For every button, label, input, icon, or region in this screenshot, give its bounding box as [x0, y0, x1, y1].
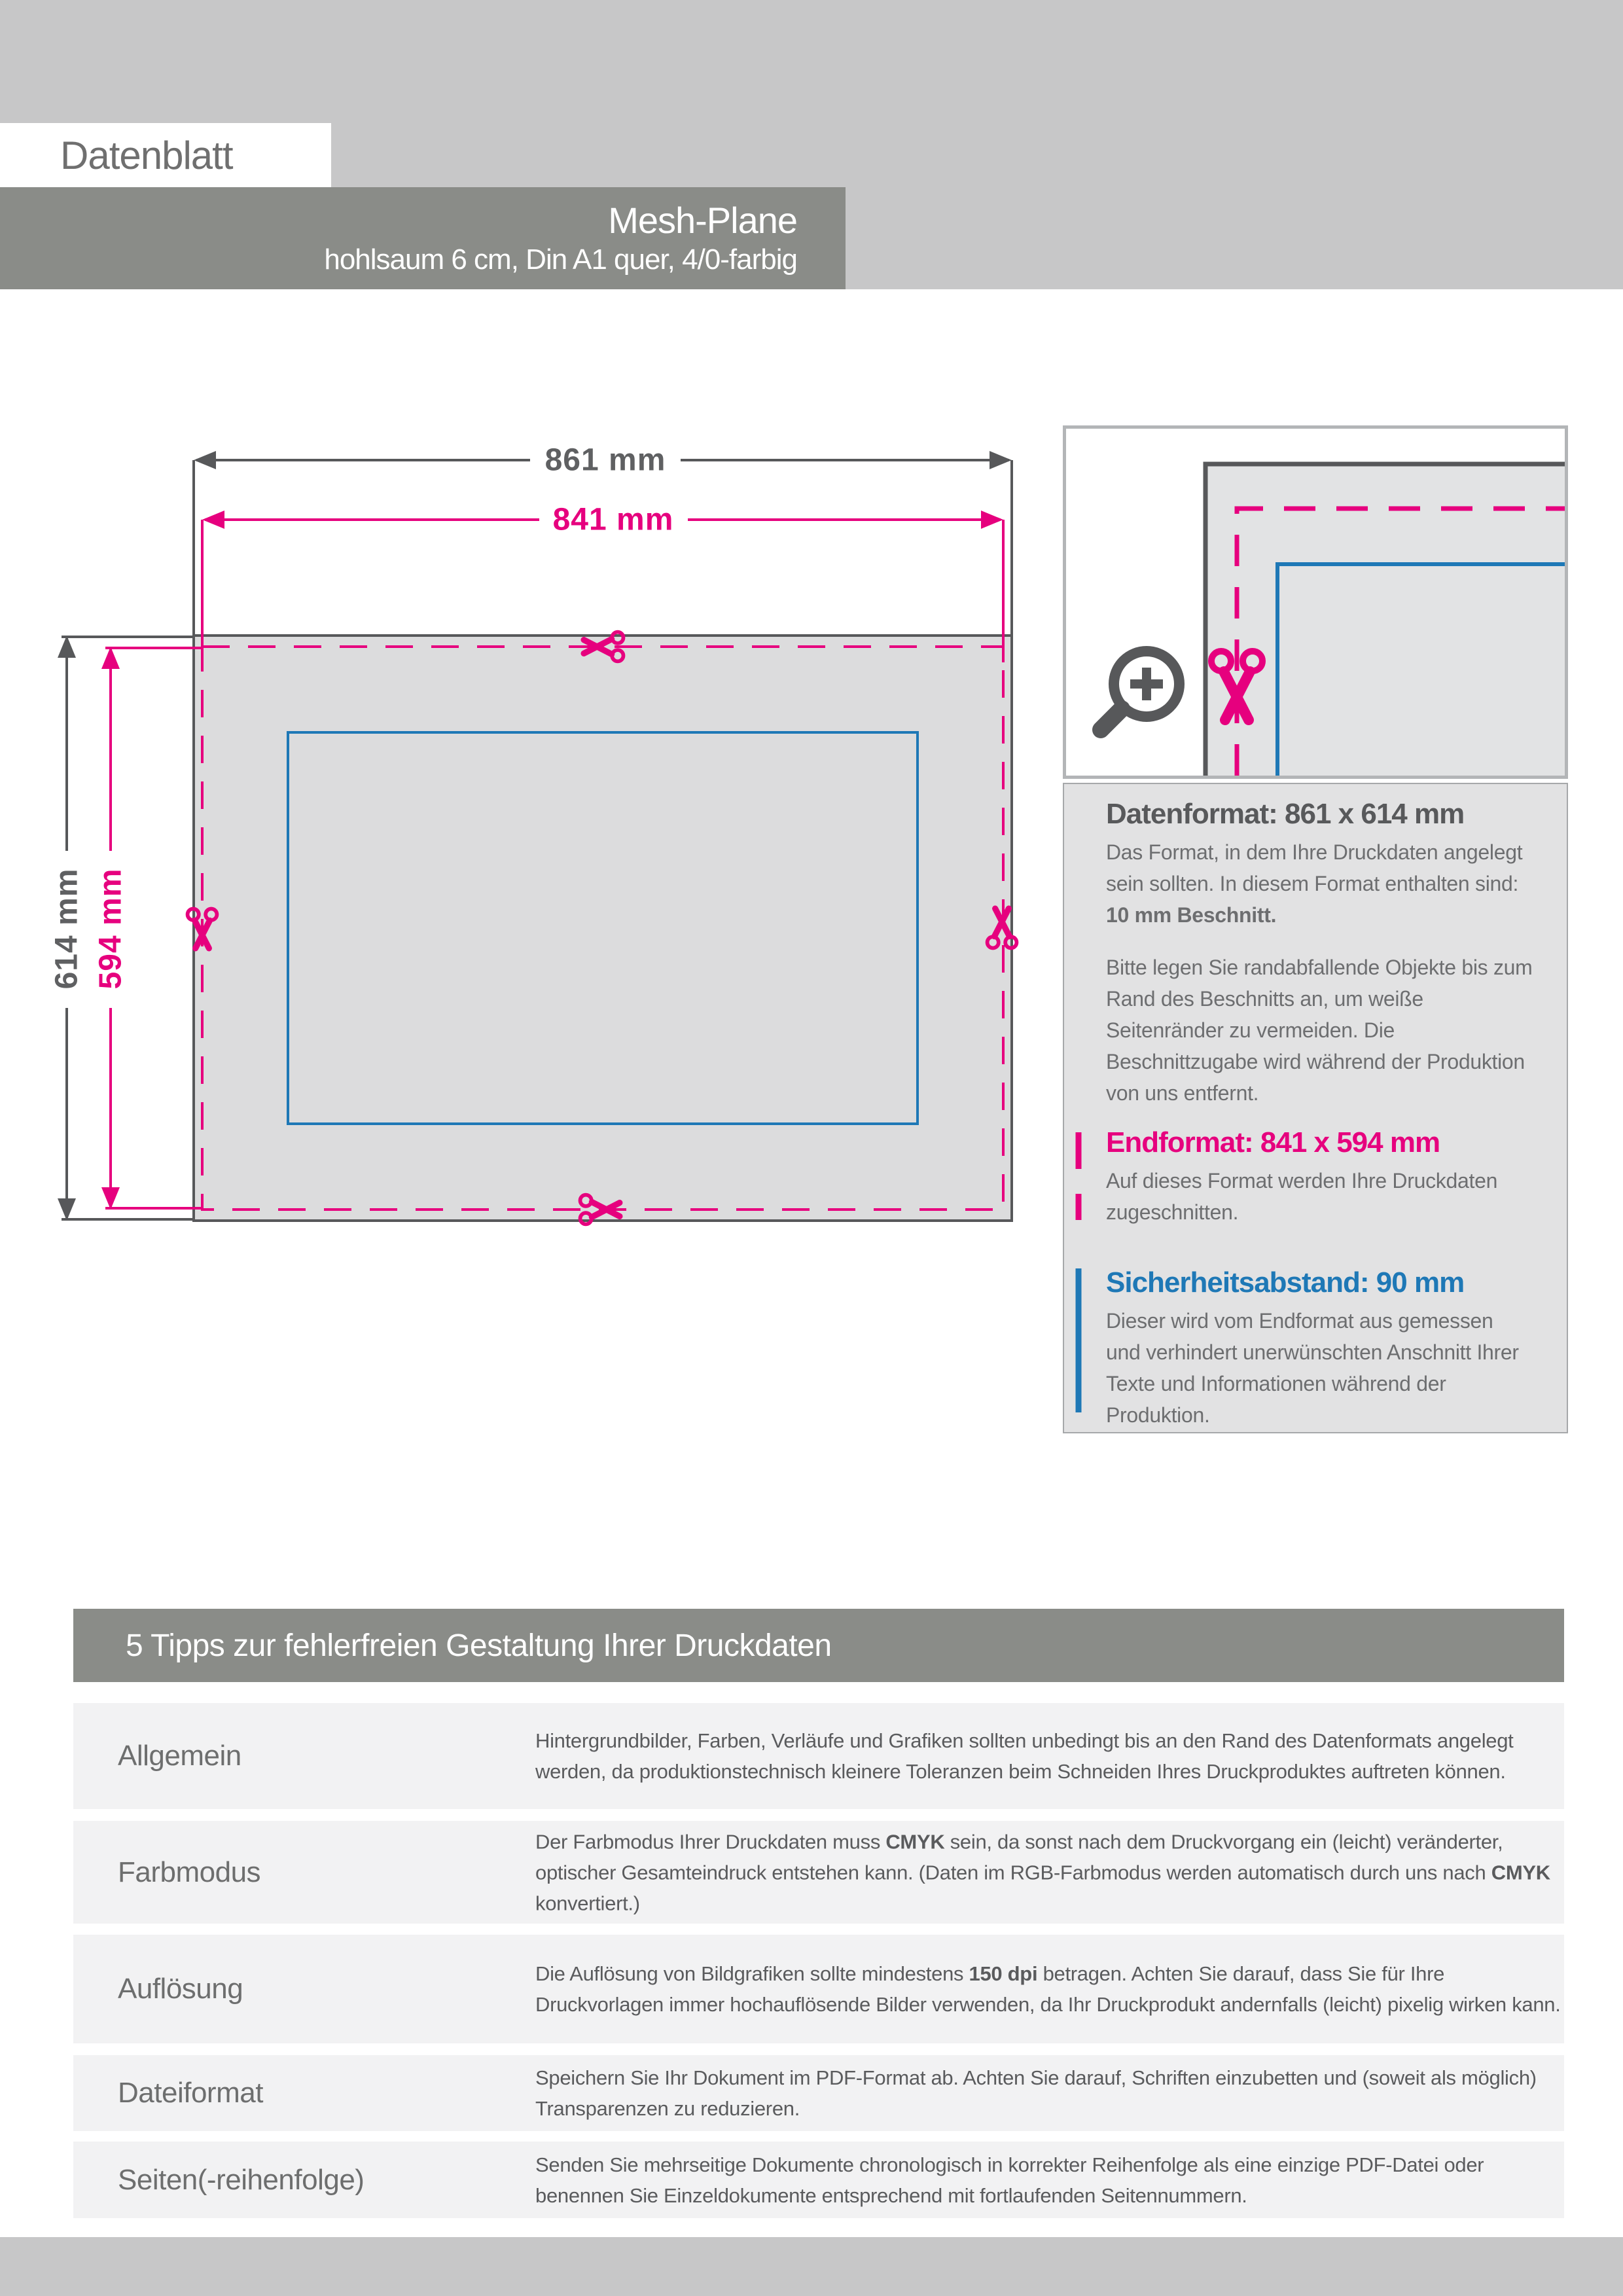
- product-spec: hohlsaum 6 cm, Din A1 quer, 4/0-farbig: [324, 243, 797, 276]
- sicherheitsabstand-rect: [288, 732, 918, 1124]
- tip-text: [535, 1826, 1569, 1918]
- product-header-bar: [0, 187, 846, 289]
- tips-heading: 5 Tipps zur fehlerfreien Gestaltung Ihrer Druckdaten: [126, 1628, 832, 1663]
- tip-text: [535, 1725, 1569, 1787]
- dimension-861: [62, 460, 1012, 1219]
- arrow-up-icon: [101, 647, 120, 669]
- datenformat-section: [1106, 797, 1533, 1109]
- zoom-detail-box: [1063, 425, 1568, 779]
- endformat-heading: Endformat: 841 x 594 mm: [1106, 1126, 1440, 1158]
- tip-label: Auflösung: [118, 1973, 243, 2005]
- datenformat-paragraph-2: Bitte legen Sie randabfallende Objekte bis zum Rand des Beschnitts an, um weiße Seitenränder zu vermeiden. Die Beschnittzugabe wird während der Produktion von uns entfernt.: [1106, 956, 1533, 1105]
- dim-label-height-outer: 614 mm: [49, 868, 84, 990]
- arrow-down-icon: [58, 1198, 76, 1221]
- doc-label: Datenblatt: [60, 133, 233, 177]
- endformat-paragraph: Auf dieses Format werden Ihre Druckdaten zugeschnitten.: [1106, 1169, 1498, 1224]
- tip-text-segment-bold: CMYK: [1491, 1861, 1550, 1884]
- footer-band: [0, 2237, 1623, 2296]
- tip-text-segment: sein, da sonst nach dem Druckvorgang ein (leicht) veränderter, optischer Gesamteindruck entstehen kann. (Daten im RGB-Farbmodus werden automatisch durch uns nach: [535, 1830, 1503, 1884]
- doc-label-box: [0, 123, 331, 187]
- tip-text-segment: betragen. Achten Sie darauf, dass Sie für Ihre Druckvorlagen immer hochauflösende Bilder verwenden, da Ihr Druckprodukt andernfalls (leicht) pixelig wirken kann.: [535, 1962, 1561, 2016]
- tip-text-segment-bold: CMYK: [885, 1830, 945, 1853]
- tip-label: Seiten(-reihenfolge): [118, 2163, 365, 2196]
- scissors-right-icon: [988, 908, 1017, 948]
- arrow-up-icon: [58, 636, 76, 658]
- tip-text-segment-bold: 150 dpi: [969, 1962, 1038, 1985]
- tip-text-segment: Die Auflösung von Bildgrafiken sollte mindestens: [535, 1962, 969, 1985]
- sicherheitsabstand-section: [1106, 1266, 1533, 1431]
- tip-label: Farbmodus: [118, 1856, 261, 1888]
- tip-text: [535, 1958, 1569, 2020]
- endformat-section: [1106, 1126, 1533, 1228]
- tip-label: Dateiformat: [118, 2077, 263, 2109]
- product-name: Mesh-Plane: [608, 200, 797, 241]
- tips-header-bar: [73, 1609, 1564, 1682]
- arrow-left-icon: [194, 451, 216, 469]
- datenformat-rect: [194, 636, 1012, 1221]
- datenformat-text-bold: 10 mm Beschnitt.: [1106, 903, 1277, 927]
- tip-label: Allgemein: [118, 1740, 241, 1772]
- tip-row-farbmodus: [73, 1821, 1564, 1924]
- tip-row-dateiformat: [73, 2055, 1564, 2131]
- tip-text: [535, 2062, 1569, 2124]
- scissors-left-icon: [188, 909, 217, 948]
- datenformat-heading: Datenformat: 861 x 614 mm: [1106, 798, 1465, 830]
- tip-row-seitenreihenfolge: [73, 2142, 1564, 2218]
- dim-label-height-inner: 594 mm: [93, 868, 128, 990]
- arrow-down-icon: [101, 1187, 120, 1210]
- sicherheitsabstand-heading: Sicherheitsabstand: 90 mm: [1106, 1266, 1465, 1299]
- tip-text-segment: Senden Sie mehrseitige Dokumente chronologisch in korrekter Reihenfolge als eine einzige PDF-Datei oder benennen Sie Einzeldokumente entsprechend mit fortlaufenden Seitennummern.: [535, 2153, 1484, 2207]
- sicherheitsabstand-paragraph: Dieser wird vom Endformat aus gemessen und verhindert unerwünschten Anschnitt Ihrer Texte und Informationen während der Produktion.: [1106, 1309, 1519, 1427]
- arrow-left-icon: [202, 511, 224, 529]
- datenformat-paragraph-1: [1106, 836, 1533, 931]
- tip-row-aufloesung: [73, 1935, 1564, 2043]
- scissors-bottom-icon: [580, 1195, 620, 1225]
- dimension-841: [105, 520, 1003, 1208]
- arrow-right-icon: [990, 451, 1012, 469]
- dim-label-width-outer: 861 mm: [544, 442, 666, 478]
- info-panel: [1063, 783, 1568, 1433]
- datenformat-text: Das Format, in dem Ihre Druckdaten angelegt sein sollten. In diesem Format enthalten sind:: [1106, 840, 1523, 895]
- endformat-cut-rect: [202, 647, 1003, 1210]
- tip-text: [535, 2149, 1569, 2211]
- tip-text-segment: Speichern Sie Ihr Dokument im PDF-Format ab. Achten Sie darauf, Schriften einzubetten und (soweit als möglich) Transparenzen zu reduzieren.: [535, 2066, 1537, 2120]
- dim-label-width-inner: 841 mm: [552, 502, 674, 537]
- tip-text-segment: konvertiert.): [535, 1892, 640, 1914]
- tip-text-segment: Der Farbmodus Ihrer Druckdaten muss: [535, 1830, 886, 1853]
- tip-text-segment: Hintergrundbilder, Farben, Verläufe und Grafiken sollten unbedingt bis an den Rand des Datenformats angelegt werden, da produktionstechnisch kleinere Toleranzen beim Schneiden Ihres Druckproduktes auftreten können.: [535, 1729, 1514, 1783]
- scissors-top-icon: [584, 632, 623, 662]
- tip-row-allgemein: [73, 1703, 1564, 1809]
- arrow-right-icon: [981, 511, 1003, 529]
